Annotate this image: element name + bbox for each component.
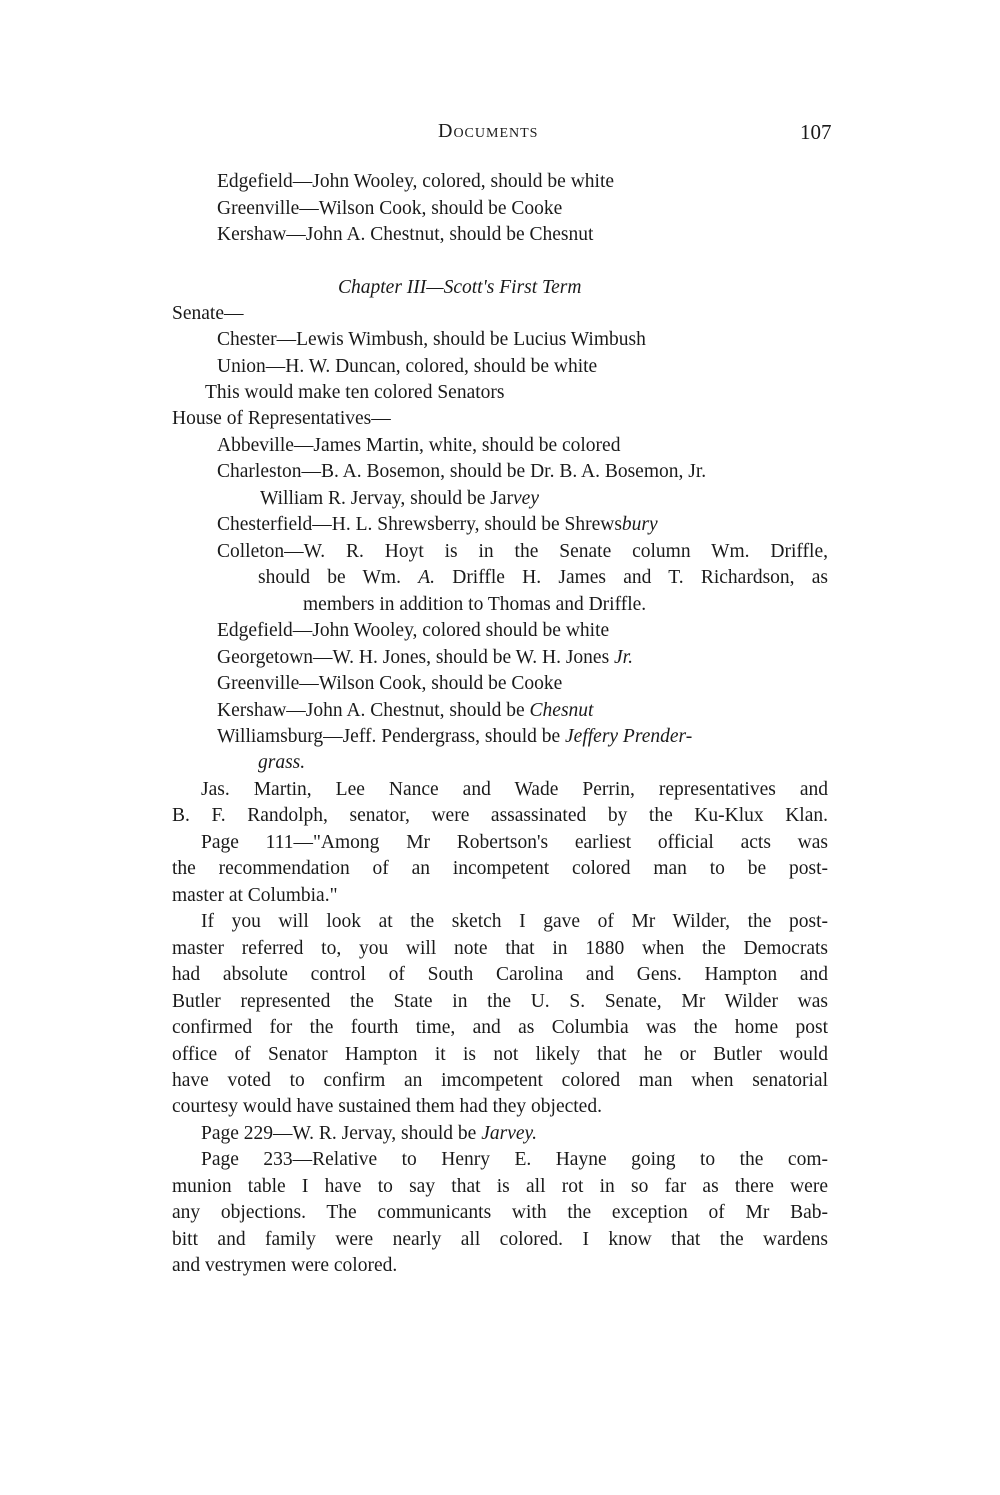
paragraph-page-233-line-1: Page 233—Relative to Henry E. Hayne going to the com- [201, 1149, 828, 1170]
paragraph-wilder-line-2: master referred to, you will note that in 1880 when the Democrats [172, 938, 828, 959]
house-item-chesterfield: Chesterfield—H. L. Shrewsberry, should be Shrewsbury [217, 514, 658, 535]
paragraph-wilder-line-8: courtesy would have sustained them had they objected. [172, 1096, 602, 1117]
continued-item-edgefield: Edgefield—John Wooley, colored, should be white [217, 171, 615, 192]
page-number: 107 [800, 120, 832, 144]
paragraph-page-229: Page 229—W. R. Jervay, should be Jarvey. [201, 1123, 537, 1144]
paragraph-wilder-line-7: have voted to confirm an imcompetent colored man when senatorial [172, 1070, 828, 1091]
paragraph-wilder-line-3: had absolute control of South Carolina and Gens. Hampton and [172, 964, 828, 985]
paragraph-page-233-line-4: bitt and family were nearly all colored. I know that the wardens [172, 1229, 828, 1250]
running-head [0, 120, 1000, 150]
senate-heading: Senate— [172, 303, 244, 324]
house-heading: House of Representatives— [172, 408, 391, 429]
paragraph-page-111-line-3: master at Columbia." [172, 885, 338, 906]
house-item-colleton-2: should be Wm. A. Driffle H. James and T. Richardson, as [258, 567, 829, 588]
house-item-edgefield: Edgefield—John Wooley, colored should be white [217, 620, 610, 641]
paragraph-page-233-line-5: and vestrymen were colored. [172, 1255, 398, 1276]
house-item-colleton-3: members in addition to Thomas and Driffle. [303, 594, 647, 615]
house-item-williamsburg-2: grass. [258, 752, 306, 773]
senate-note: This would make ten colored Senators [205, 382, 505, 403]
house-item-georgetown: Georgetown—W. H. Jones, should be W. H. Jones Jr. [217, 647, 633, 668]
paragraph-page-233-line-2: munion table I have to say that is all rot in so far as there were [172, 1176, 828, 1197]
house-item-charleston: Charleston—B. A. Bosemon, should be Dr. B. A. Bosemon, Jr. [217, 461, 707, 482]
paragraph-page-233-line-3: any objections. The communicants with the exception of Mr Bab- [172, 1202, 828, 1223]
senate-item-union: Union—H. W. Duncan, colored, should be white [217, 356, 598, 377]
running-title: Documents [438, 120, 539, 142]
continued-item-kershaw: Kershaw—John A. Chestnut, should be Chesnut [217, 224, 594, 245]
house-item-kershaw: Kershaw—John A. Chestnut, should be Chesnut [217, 700, 594, 721]
paragraph-wilder-line-4: Butler represented the State in the U. S. Senate, Mr Wilder was [172, 991, 828, 1012]
house-item-greenville: Greenville—Wilson Cook, should be Cooke [217, 673, 563, 694]
house-item-abbeville: Abbeville—James Martin, white, should be colored [217, 435, 621, 456]
house-item-colleton: Colleton—W. R. Hoyt is in the Senate column Wm. Driffle, [217, 541, 828, 562]
paragraph-page-111-line-2: the recommendation of an incompetent colored man to be post- [172, 858, 828, 879]
continued-item-greenville: Greenville—Wilson Cook, should be Cooke [217, 198, 563, 219]
house-item-charleston-jervay: William R. Jervay, should be Jarvey [260, 488, 539, 509]
paragraph-page-111-line-1: Page 111—"Among Mr Robertson's earliest official acts was [201, 832, 828, 853]
paragraph-wilder-line-6: office of Senator Hampton it is not likely that he or Butler would [172, 1044, 828, 1065]
chapter-heading: Chapter III—Scott's First Term [338, 277, 582, 298]
house-item-williamsburg: Williamsburg—Jeff. Pendergrass, should be Jeffery Prender- [217, 726, 693, 747]
senate-item-chester: Chester—Lewis Wimbush, should be Lucius Wimbush [217, 329, 646, 350]
paragraph-wilder-line-1: If you will look at the sketch I gave of Mr Wilder, the post- [201, 911, 828, 932]
paragraph-wilder-line-5: confirmed for the fourth time, and as Columbia was the home post [172, 1017, 828, 1038]
paragraph-assassination-line-1: Jas. Martin, Lee Nance and Wade Perrin, representatives and [201, 779, 828, 800]
paragraph-assassination-line-2: B. F. Randolph, senator, were assassinated by the Ku-Klux Klan. [172, 805, 828, 826]
